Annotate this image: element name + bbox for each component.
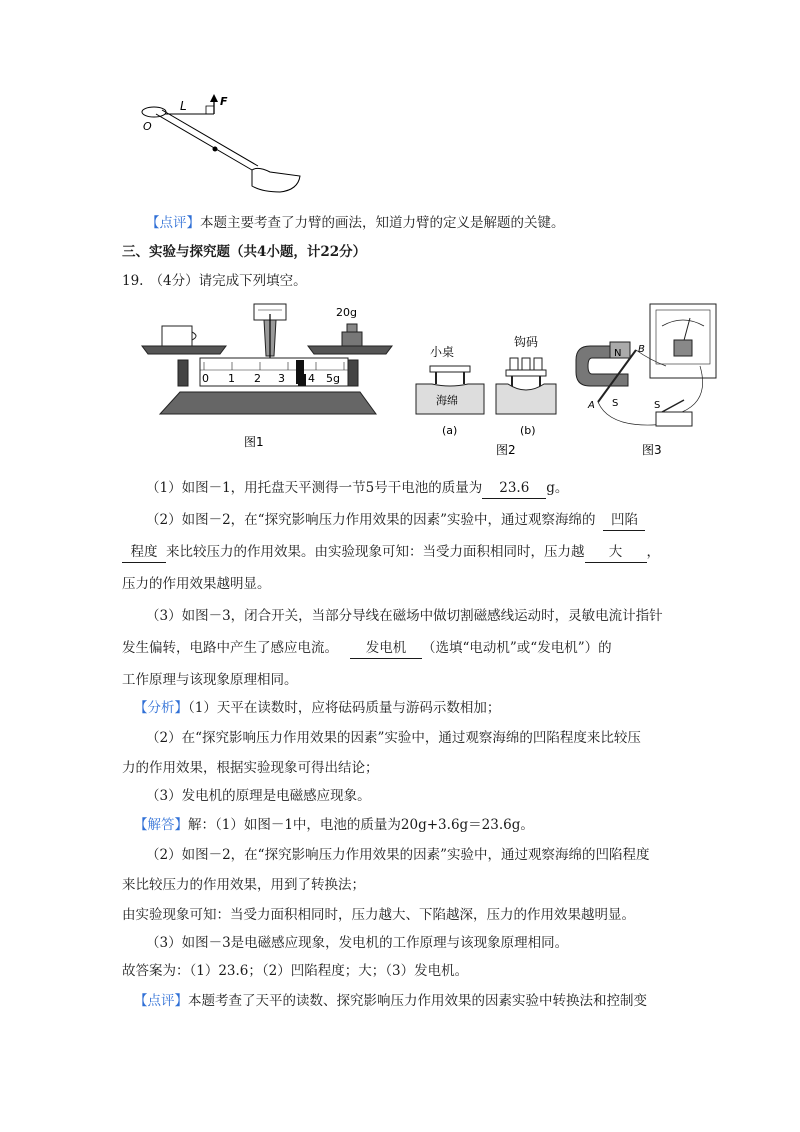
sponge-label: 海绵 — [436, 394, 458, 407]
part2-answer1b: 程度 — [122, 542, 166, 563]
part2-answer1a: 凹陷 — [603, 510, 645, 531]
shovel-lever-figure — [140, 92, 310, 202]
part2-prefix: （2）如图－2，在“探究影响压力作用效果的因素”实验中，通过观察海绵的 — [146, 512, 596, 528]
analysis-line4: （3）发电机的原理是电磁感应现象。 — [146, 788, 371, 804]
tick-0: 0 — [202, 372, 209, 385]
part3-line1: （3）如图－3，闭合开关，当部分导线在磁场中做切割磁感线运动时，灵敏电流计指针 — [146, 608, 663, 624]
label-a: A — [588, 400, 595, 411]
label-L: L — [180, 99, 187, 113]
fig1-caption: 图1 — [244, 435, 264, 449]
solution-line5: （3）如图－3是电磁感应现象，发电机的工作原理与该现象原理相同。 — [146, 935, 569, 951]
tick-4: 4 — [308, 372, 315, 385]
review-text: 本题主要考查了力臂的画法，知道力臂的定义是解题的关键。 — [200, 215, 565, 231]
solution-line6: 故答案为：（1）23.6；（2）凹陷程度；大；（3）发电机。 — [122, 963, 469, 979]
analysis-tag: 【分析】 — [134, 700, 188, 716]
part2-line1 — [146, 510, 645, 531]
weights-label: 钩码 — [514, 335, 539, 349]
review-line-2 — [134, 991, 647, 1011]
tick-1: 1 — [228, 372, 235, 385]
part3-line3: 工作原理与该现象原理相同。 — [122, 672, 298, 688]
question-score: （4分） — [149, 273, 199, 289]
fig3-caption: 图3 — [642, 443, 662, 457]
part2-line2 — [122, 542, 660, 563]
label-b: B — [638, 344, 645, 355]
pole-n: N — [614, 348, 622, 359]
part3-suffix: （选填“电动机”或“发电机”）的 — [422, 640, 612, 656]
sub-a: (a) — [442, 424, 458, 437]
solution-line1 — [134, 815, 534, 835]
question-number: 19. — [122, 273, 144, 289]
review2-tag: 【点评】 — [134, 993, 188, 1009]
question-stem — [122, 271, 307, 291]
analysis-line3: 力的作用效果，根据实验现象可得出结论； — [122, 760, 379, 776]
section-heading: 三、实验与探究题（共4小题，计22分） — [122, 244, 367, 260]
switch-s: S — [654, 400, 661, 411]
question-text: 请完成下列填空。 — [198, 273, 307, 289]
part2-line3: 压力的作用效果越明显。 — [122, 576, 271, 592]
part2-answer2: 大 — [585, 542, 647, 563]
tick-2: 2 — [254, 372, 261, 385]
tick-3: 3 — [278, 372, 285, 385]
solution-line4: 由实验现象可知：当受力面积相同时，压力越大、下陷越深，压力的作用效果越明显。 — [122, 907, 635, 923]
label-F: F — [220, 95, 228, 108]
sub-b: (b) — [520, 424, 536, 437]
fig2-caption: 图2 — [496, 443, 516, 457]
part1-suffix: g。 — [546, 480, 569, 496]
part1-line — [146, 478, 568, 499]
part2-mid: 来比较压力的作用效果。由实验现象可知：当受力面积相同时，压力越 — [166, 544, 585, 560]
induction-figure — [570, 300, 730, 462]
solution-text-1: 解：（1）如图－1中，电池的质量为20g+3.6g＝23.6g。 — [188, 817, 534, 833]
pole-s1: S — [612, 398, 619, 409]
pressure-figure — [410, 330, 560, 462]
part3-line2 — [122, 638, 612, 659]
table-label: 小桌 — [430, 345, 455, 359]
solution-tag: 【解答】 — [134, 817, 188, 833]
review-tag: 【点评】 — [146, 215, 200, 231]
tick-5: 5g — [326, 372, 340, 385]
label-O: O — [143, 120, 152, 133]
analysis-line2: （2）在“探究影响压力作用效果的因素”实验中，通过观察海绵的凹陷程度来比较压 — [146, 730, 641, 746]
part3-prefix: 发生偏转，电路中产生了感应电流。 — [122, 640, 338, 656]
solution-line2: （2）如图－2，在“探究影响压力作用效果的因素”实验中，通过观察海绵的凹陷程度 — [146, 847, 650, 863]
analysis-line1 — [134, 698, 500, 718]
part1-answer: 23.6 — [482, 478, 546, 499]
analysis-text-1: （1）天平在读数时，应将砝码质量与游码示数相加； — [188, 700, 501, 716]
review-line-1 — [146, 213, 565, 233]
part1-prefix: （1）如图－1，用托盘天平测得一节5号干电池的质量为 — [146, 480, 483, 496]
solution-line3: 来比较压力的作用效果，用到了转换法； — [122, 877, 365, 893]
balance-figure — [140, 300, 400, 460]
review2-text: 本题考查了天平的读数、探究影响压力作用效果的因素实验中转换法和控制变 — [188, 993, 647, 1009]
part2-end: ， — [646, 544, 660, 560]
weight-label: 20g — [336, 306, 357, 319]
part3-answer: 发电机 — [350, 638, 422, 659]
